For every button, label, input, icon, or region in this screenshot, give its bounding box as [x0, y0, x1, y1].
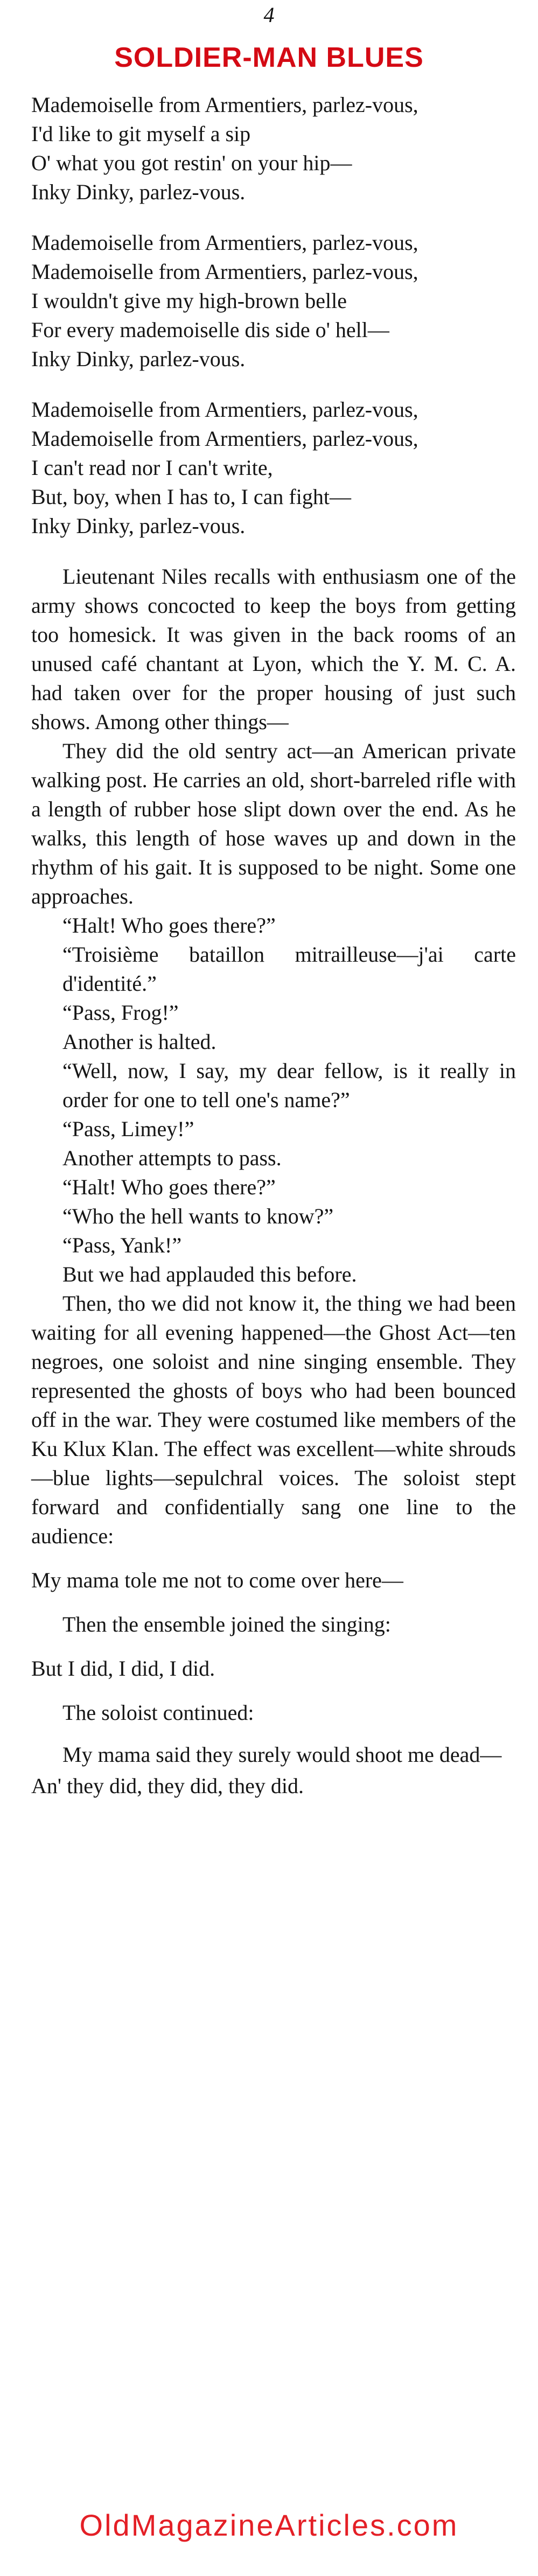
verse-line: Inky Dinky, parlez-vous.: [31, 347, 246, 371]
narration-line: Then the ensemble joined the singing:: [62, 1612, 391, 1636]
narration-line: The soloist continued:: [62, 1700, 254, 1725]
verse-line: For every mademoiselle dis side o' hell—: [31, 318, 389, 342]
paragraph-ghost-act: Then, tho we did not know it, the thing we had been waiting for all evening happened—the Ghost Act—ten negroes, one soloist and nine singing ensemble. They represented the ghosts of boys who had been bounced off in the war. They were costumed like members of the Ku Klux Klan. The effect was excellent—white shrouds—blue lights—sepulchral voices. The soloist stept forward and confidentially sang one line to the audience:: [31, 1291, 516, 1548]
verse-line: Inky Dinky, parlez-vous.: [31, 180, 246, 204]
dialogue-line: “Well, now, I say, my dear fellow, is it really in order for one to tell one's name?”: [62, 1059, 516, 1112]
verse-line: Mademoiselle from Armentiers, parlez-vous,: [31, 93, 418, 117]
song-stanza-2: [31, 228, 516, 374]
dialogue-line: Another is halted.: [62, 1030, 216, 1054]
song-line-ensemble: But I did, I did, I did.: [31, 1656, 215, 1681]
verse-line: I'd like to git myself a sip: [31, 122, 251, 146]
song-stanza-3: [31, 395, 516, 541]
dialogue-line: “Pass, Yank!”: [62, 1233, 182, 1257]
dialogue-line: “Pass, Limey!”: [62, 1117, 194, 1141]
dialogue-line: “Pass, Frog!”: [62, 1000, 179, 1025]
site-watermark: OldMagazineArticles.com: [79, 2508, 459, 2542]
verse-line: Mademoiselle from Armentiers, parlez-vous,: [31, 426, 418, 451]
verse-line: I can't read nor I can't write,: [31, 456, 273, 480]
verse-line: Mademoiselle from Armentiers, parlez-vous,: [31, 230, 418, 255]
paragraph-niles: Lieutenant Niles recalls with enthusiasm one of the army shows concocted to keep the boys from getting too homesick. It was given in the back rooms of an unused café chantant at Lyon, which the Y. M. C. A. had taken over for the proper housing of just such shows. Among other things—: [31, 564, 516, 734]
article-prose: [31, 562, 516, 1801]
dialogue-line: “Troisième bataillon mitrailleuse—j'ai carte d'identité.”: [62, 942, 516, 996]
song-stanza-1: [31, 90, 516, 207]
song-line-solo: My mama tole me not to come over here—: [31, 1568, 403, 1592]
verse-line: O' what you got restin' on your hip—: [31, 151, 352, 175]
dialogue-line: Another attempts to pass.: [62, 1146, 282, 1170]
verse-line: I wouldn't give my high-brown belle: [31, 289, 347, 313]
paragraph-sentry-act: They did the old sentry act—an American private walking post. He carries an old, short-barreled rifle with a length of rubber hose slipt down over the end. As he walks, this length of hose waves up and down in the rhythm of his gait. It is supposed to be night. Some one approaches.: [31, 739, 516, 908]
verse-line: But, boy, when I has to, I can fight—: [31, 485, 351, 509]
page-number: 4: [263, 3, 275, 27]
article-title: SOLDIER-MAN BLUES: [114, 42, 424, 73]
dialogue-line: “Who the hell wants to know?”: [62, 1204, 334, 1228]
dialogue-line: “Halt! Who goes there?”: [62, 913, 276, 937]
song-line-solo-2: My mama said they surely would shoot me dead—: [62, 1742, 502, 1767]
song-line-ensemble-2: An' they did, they did, they did.: [31, 1774, 304, 1798]
verse-line: Inky Dinky, parlez-vous.: [31, 514, 246, 538]
article-body: [31, 90, 516, 1816]
dialogue-line: “Halt! Who goes there?”: [62, 1175, 276, 1199]
verse-line: Mademoiselle from Armentiers, parlez-vous,: [31, 260, 418, 284]
verse-line: Mademoiselle from Armentiers, parlez-vous,: [31, 397, 418, 422]
dialogue-line: But we had applauded this before.: [62, 1262, 357, 1286]
